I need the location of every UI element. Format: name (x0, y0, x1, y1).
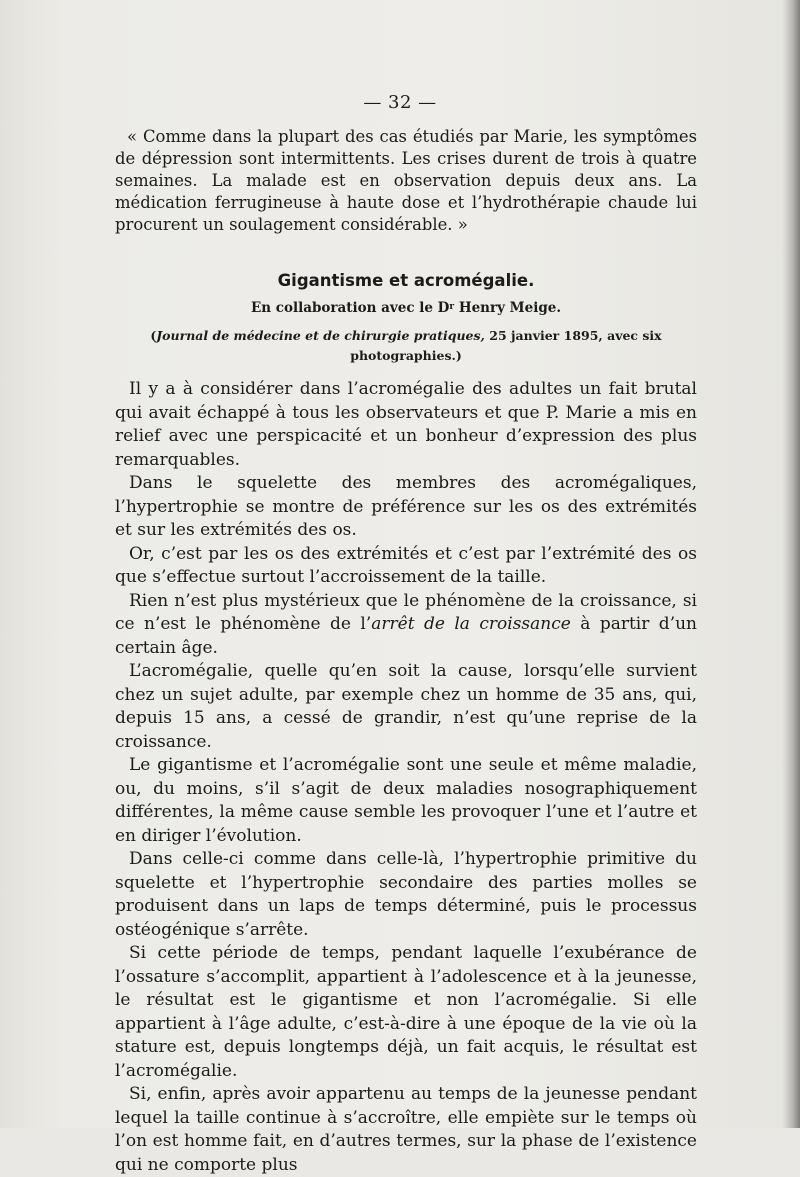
collaboration-line (115, 298, 697, 318)
paragraph: L’acromégalie, quelle qu’en soit la cause, lorsqu’elle survient chez un sujet adulte, par exemple chez un homme de 35 ans, qui, depuis 15 ans, a cessé de grandir, n’est qu’une reprise de la croissance. (115, 661, 697, 752)
page-number: — 32 — (363, 92, 437, 113)
source-journal: Journal de médecine et de chirurgie pratiques, (156, 328, 485, 343)
collab-prefix: En collaboration avec le D (250, 300, 450, 316)
paragraph: Or, c’est par les os des extrémités et c’est par l’extrémité des os que s’effectue surtout l’accroissement de la taille. (115, 543, 697, 587)
paragraph: Dans celle-ci comme dans celle-là, l’hypertrophie primitive du squelette et l’hypertrophie secondaire des parties molles se produisent dans un laps de temps déterminé, puis le processus ostéogénique s’arrête. (115, 849, 697, 940)
article-text (115, 378, 697, 1177)
source-open: ( (150, 328, 157, 343)
growth-italic: arrêt de la croissance (371, 614, 571, 634)
collab-name: Henry Meige. (454, 300, 562, 316)
paragraph: Dans le squelette des membres des acromégaliques, l’hypertrophie se montre de préférence sur les os des extrémités et sur les extrémités des os. (115, 473, 697, 540)
paragraph: Le gigantisme et l’acromégalie sont une seule et même maladie, ou, du moins, s’il s’agit de deux maladies nosographiquement différentes, la même cause semble les provoquer l’une et l’autre et en diriger l’évolution. (115, 755, 697, 846)
quote-paragraph: « Comme dans la plupart des cas étudiés par Marie, les symptômes de dépression sont intermittents. Les crises durent de trois à quatre semaines. La malade est en observation depuis deux ans. La médication ferrugineuse à haute dose et l’hydrothérapie chaude lui procurent un soulagement considérable. » (115, 127, 697, 234)
paragraph-growth (115, 590, 697, 661)
section-title: Gigantisme et acromégalie. (277, 271, 535, 290)
source-citation (115, 326, 697, 366)
page-body (115, 126, 697, 1177)
source-rest: 25 janvier 1895, avec six photographies.) (350, 328, 662, 363)
collab-superscript: r (449, 302, 455, 312)
growth-before: Rien n’est plus mystérieux que le phénomène de la croissance, si ce n’est le phénomène de l’ (115, 590, 697, 634)
paragraph: Si, enfin, après avoir appartenu au temps de la jeunesse pendant lequel la taille continue à s’accroître, elle empiète sur le temps où l’on est homme fait, en d’autres termes, sur la phase de l’existence qui ne comporte plus (115, 1084, 697, 1175)
page-binding-shadow (782, 0, 800, 1128)
paragraph: Il y a à considérer dans l’acromégalie des adultes un fait brutal qui avait échappé à tous les observateurs et que P. Marie a mis en relief avec une perspicacité et un bonheur d’expression des plus remarquables. (115, 379, 697, 470)
growth-after: à partir d’un certain âge. (115, 614, 697, 658)
paragraph: Si cette période de temps, pendant laquelle l’exubérance de l’ossature s’accomplit, appartient à l’adolescence et à la jeunesse, le résultat est le gigantisme et non l’acromégalie. Si elle appartient à l’âge adulte, c’est-à-dire à une époque de la vie où la stature est, depuis longtemps déjà, un fait acquis, le résultat est l’acromégalie. (115, 943, 697, 1081)
